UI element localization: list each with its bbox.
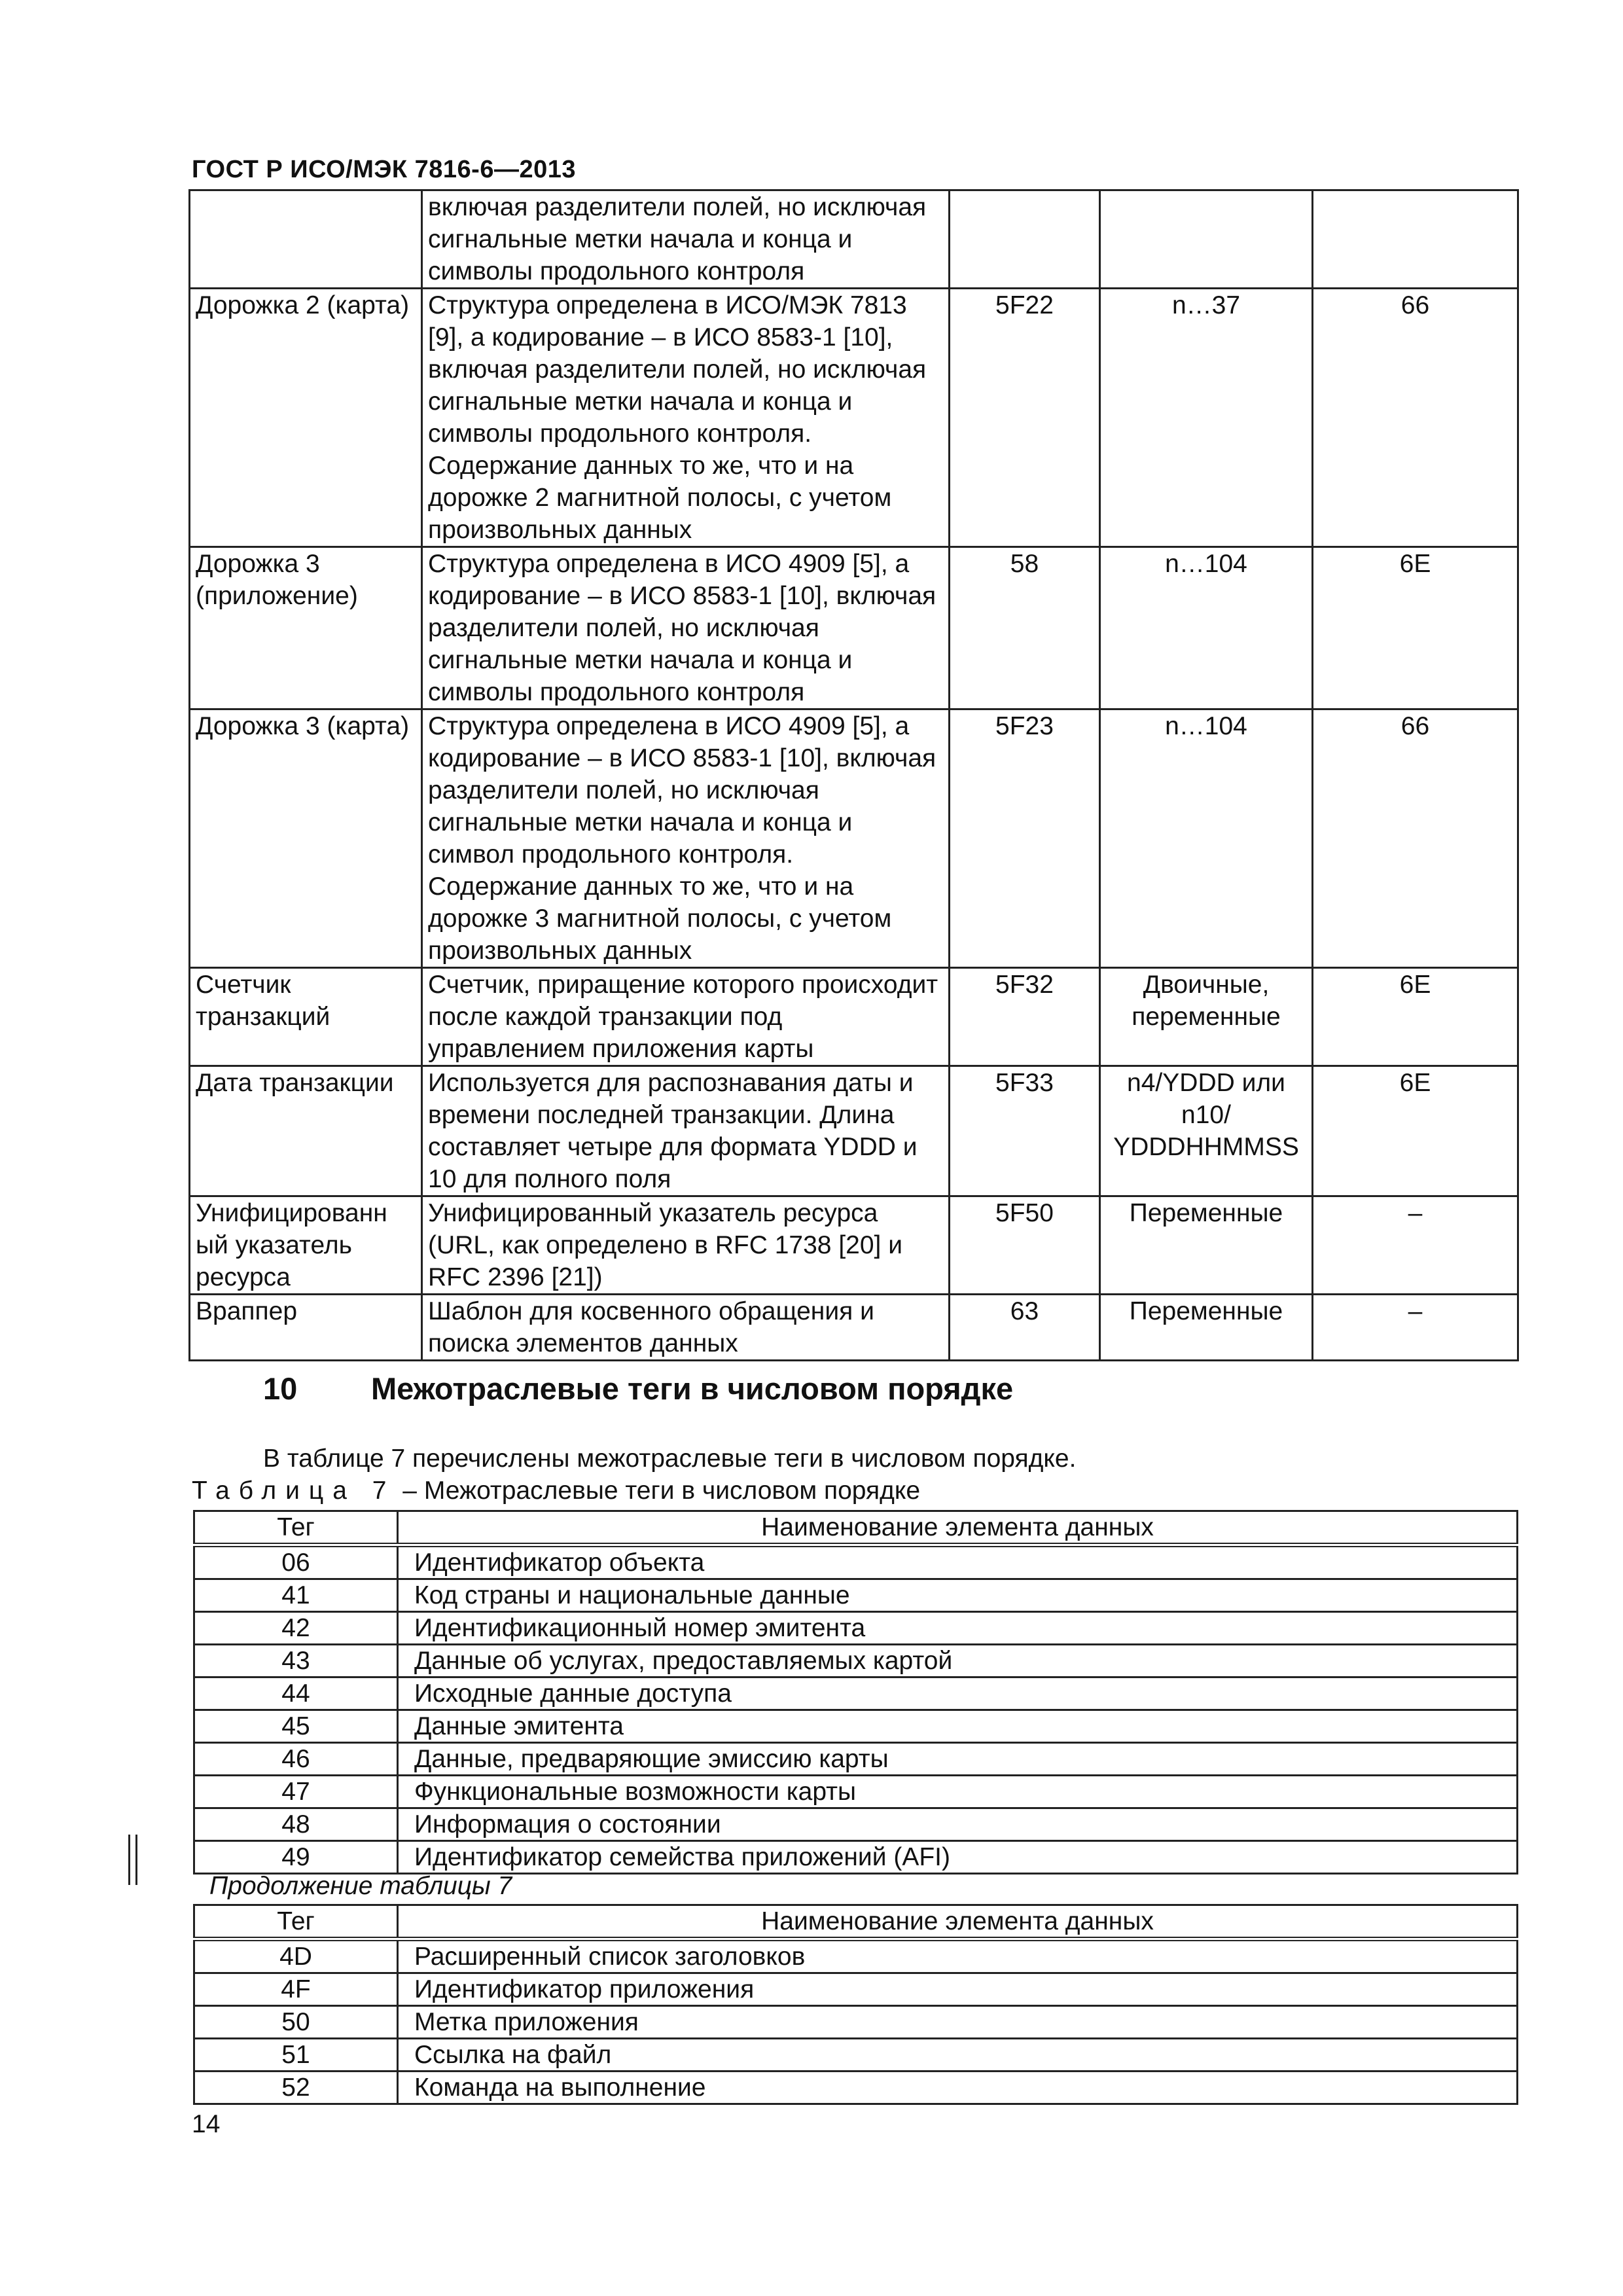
format-cell: Переменные: [1100, 1295, 1313, 1361]
table-row: [190, 547, 1518, 709]
table-row: [190, 289, 1518, 547]
data-element-name-cell: Данные об услугах, предоставляемых картой: [398, 1645, 1518, 1677]
tag-cell: 5F23: [950, 709, 1100, 968]
template-cell: [1313, 190, 1518, 289]
data-element-name-cell: Идентификатор семейства приложений (AFI): [398, 1841, 1518, 1874]
format-cell: n4/YDDD или n10/ YDDDHHMMSS: [1100, 1066, 1313, 1196]
page-number: 14: [192, 2110, 221, 2138]
table-row: [194, 1545, 1518, 1579]
table-7-caption-text: – Межотраслевые теги в числовом порядке: [395, 1477, 921, 1505]
table-header-row: [194, 1905, 1518, 1939]
table-row: [194, 2039, 1518, 2072]
format-cell: n…37: [1100, 289, 1313, 547]
data-element-name-cell: Расширенный список заголовков: [398, 1939, 1518, 1973]
tag-cell: 49: [194, 1841, 398, 1874]
format-cell: Переменные: [1100, 1196, 1313, 1295]
document-header: ГОСТ Р ИСО/МЭК 7816-6—2013: [192, 156, 576, 183]
data-element-name-cell: Функциональные возможности карты: [398, 1776, 1518, 1808]
data-element-name-cell: Данные, предваряющие эмиссию карты: [398, 1743, 1518, 1776]
data-element-name-cell: Дорожка 3 (приложение): [190, 547, 422, 709]
table-row: [194, 1939, 1518, 1973]
description-cell: Структура определена в ИСО 4909 [5], а кодирование – в ИСО 8583-1 [10], включая разделители полей, но исключая сигнальные метки начала и конца и символы продольного контроля: [422, 547, 950, 709]
table-continuation-label: Продолжение таблицы 7: [209, 1872, 512, 1900]
format-cell: Двоичные, переменные: [1100, 968, 1313, 1066]
format-cell: n…104: [1100, 547, 1313, 709]
description-cell: Структура определена в ИСО/МЭК 7813 [9], а кодирование – в ИСО 8583-1 [10], включая разделители полей, но исключая сигнальные метки начала и конца и символы продольного контроля. Содержание данных то же, что и на дорожке 2 магнитной полосы, с учетом произвольных данных: [422, 289, 950, 547]
tag-cell: 43: [194, 1645, 398, 1677]
table-row: [194, 1776, 1518, 1808]
tag-cell: 5F32: [950, 968, 1100, 1066]
table-row: [194, 1677, 1518, 1710]
data-element-name-cell: Исходные данные доступа: [398, 1677, 1518, 1710]
table-row: [190, 1196, 1518, 1295]
data-element-name-cell: Данные эмитента: [398, 1710, 1518, 1743]
tag-cell: 48: [194, 1808, 398, 1841]
tag-cell: 63: [950, 1295, 1100, 1361]
data-element-name-cell: Команда на выполнение: [398, 2072, 1518, 2104]
data-element-name-cell: Унифицированн ый указатель ресурса: [190, 1196, 422, 1295]
table-row: [194, 2072, 1518, 2104]
tag-cell: 5F50: [950, 1196, 1100, 1295]
tag-cell: 51: [194, 2039, 398, 2072]
format-cell: [1100, 190, 1313, 289]
tag-cell: 5F22: [950, 289, 1100, 547]
description-cell: включая разделители полей, но исключая сигнальные метки начала и конца и символы продольного контроля: [422, 190, 950, 289]
template-cell: 66: [1313, 709, 1518, 968]
column-header-tag: Тег: [194, 1905, 398, 1939]
tag-cell: 58: [950, 547, 1100, 709]
format-cell: n…104: [1100, 709, 1313, 968]
table-row: [194, 2006, 1518, 2039]
table-7-caption: [192, 1477, 920, 1505]
revision-change-bar: [128, 1835, 137, 1885]
table-row: [194, 1612, 1518, 1645]
section-intro-paragraph: В таблице 7 перечислены межотраслевые теги в числовом порядке.: [263, 1444, 1077, 1473]
tag-cell: 41: [194, 1579, 398, 1612]
table-row: [194, 1841, 1518, 1874]
template-cell: 6E: [1313, 1066, 1518, 1196]
data-element-name-cell: Идентификационный номер эмитента: [398, 1612, 1518, 1645]
template-cell: 6E: [1313, 968, 1518, 1066]
column-header-name: Наименование элемента данных: [398, 1905, 1518, 1939]
table-row: [190, 190, 1518, 289]
data-element-name-cell: Информация о состоянии: [398, 1808, 1518, 1841]
table-row: [190, 709, 1518, 968]
table-row: [190, 968, 1518, 1066]
template-cell: –: [1313, 1295, 1518, 1361]
section-number: 10: [263, 1371, 298, 1406]
tag-cell: 52: [194, 2072, 398, 2104]
data-element-name-cell: Метка приложения: [398, 2006, 1518, 2039]
table-row: [194, 1808, 1518, 1841]
table-row: [194, 1743, 1518, 1776]
table-header-row: [194, 1511, 1518, 1545]
section-title: Межотраслевые теги в числовом порядке: [371, 1371, 1014, 1406]
data-element-name-cell: Код страны и национальные данные: [398, 1579, 1518, 1612]
data-element-name-cell: Дата транзакции: [190, 1066, 422, 1196]
template-cell: 66: [1313, 289, 1518, 547]
table-6-continuation: [188, 189, 1519, 1361]
data-element-name-cell: [190, 190, 422, 289]
data-element-name-cell: Враппер: [190, 1295, 422, 1361]
table-row: [194, 1645, 1518, 1677]
data-element-name-cell: Идентификатор объекта: [398, 1545, 1518, 1579]
data-element-name-cell: Счетчик транзакций: [190, 968, 422, 1066]
section-heading: [263, 1371, 1013, 1407]
column-header-name: Наименование элемента данных: [398, 1511, 1518, 1545]
tag-cell: 06: [194, 1545, 398, 1579]
table-row: [190, 1295, 1518, 1361]
table-7-continued: [193, 1904, 1518, 2105]
table-row: [190, 1066, 1518, 1196]
tag-cell: 45: [194, 1710, 398, 1743]
template-cell: 6E: [1313, 547, 1518, 709]
column-header-tag: Тег: [194, 1511, 398, 1545]
tag-cell: 50: [194, 2006, 398, 2039]
tag-cell: 46: [194, 1743, 398, 1776]
table-row: [194, 1973, 1518, 2006]
tag-cell: 47: [194, 1776, 398, 1808]
description-cell: Счетчик, приращение которого происходит после каждой транзакции под управлением приложения карты: [422, 968, 950, 1066]
description-cell: Используется для распознавания даты и времени последней транзакции. Длина составляет четыре для формата YDDD и 10 для полного поля: [422, 1066, 950, 1196]
description-cell: Шаблон для косвенного обращения и поиска элементов данных: [422, 1295, 950, 1361]
tag-cell: 5F33: [950, 1066, 1100, 1196]
table-row: [194, 1579, 1518, 1612]
table-7: [193, 1510, 1518, 1874]
data-element-name-cell: Дорожка 3 (карта): [190, 709, 422, 968]
tag-cell: 42: [194, 1612, 398, 1645]
tag-cell: 4D: [194, 1939, 398, 1973]
tag-cell: 44: [194, 1677, 398, 1710]
data-element-name-cell: Дорожка 2 (карта): [190, 289, 422, 547]
data-element-name-cell: Ссылка на файл: [398, 2039, 1518, 2072]
description-cell: Структура определена в ИСО 4909 [5], а кодирование – в ИСО 8583-1 [10], включая разделители полей, но исключая сигнальные метки начала и конца и символ продольного контроля. Содержание данных то же, что и на дорожке 3 магнитной полосы, с учетом произвольных данных: [422, 709, 950, 968]
tag-cell: [950, 190, 1100, 289]
table-row: [194, 1710, 1518, 1743]
tag-cell: 4F: [194, 1973, 398, 2006]
data-element-name-cell: Идентификатор приложения: [398, 1973, 1518, 2006]
table-7-caption-label: Таблица 7: [192, 1477, 396, 1505]
description-cell: Унифицированный указатель ресурса (URL, как определено в RFC 1738 [20] и RFC 2396 [21]): [422, 1196, 950, 1295]
template-cell: –: [1313, 1196, 1518, 1295]
